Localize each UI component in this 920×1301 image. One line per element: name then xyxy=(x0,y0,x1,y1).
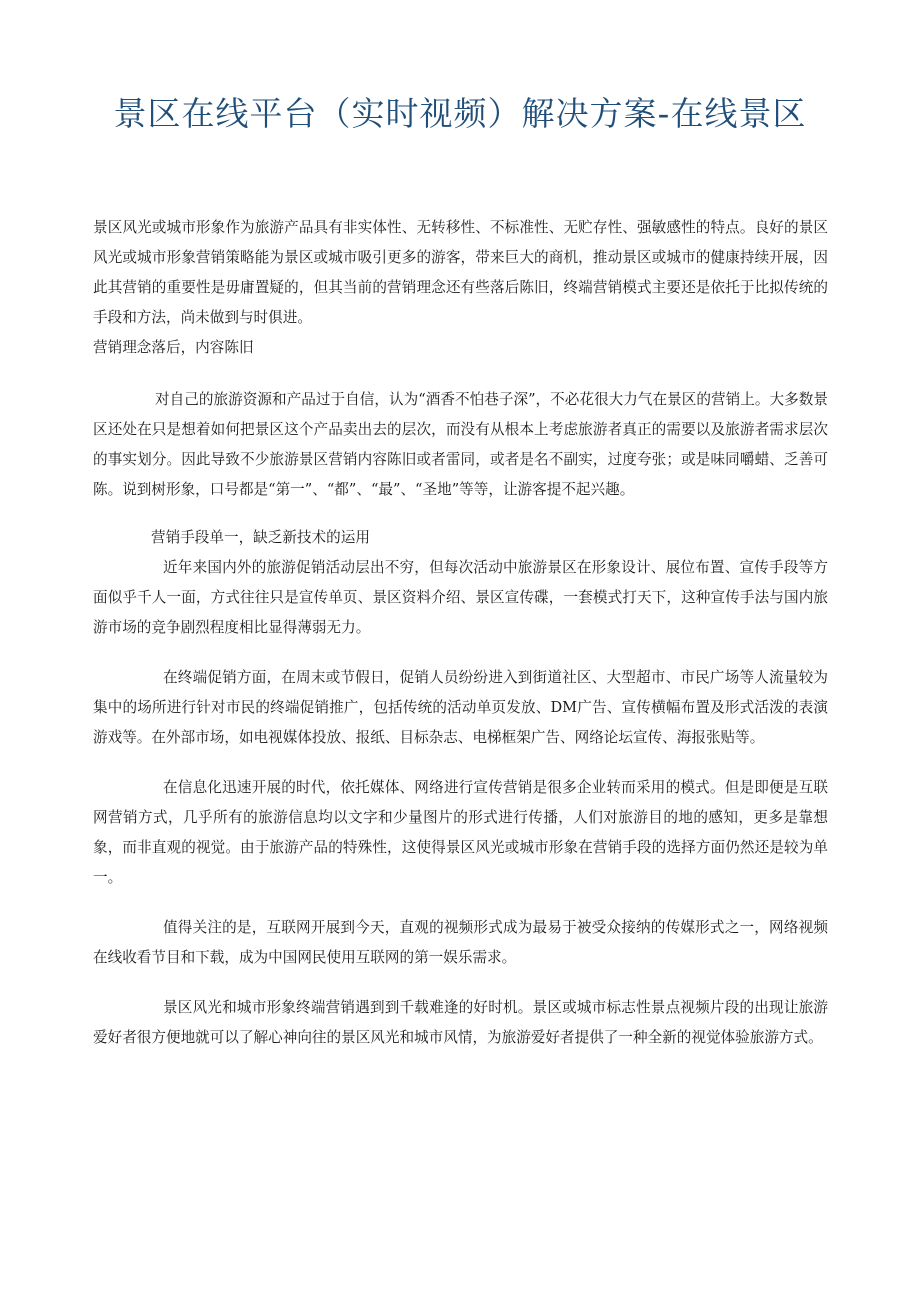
document-body xyxy=(93,213,828,1053)
section-heading-marketing-means: 营销手段单一，缺乏新技术的运用 xyxy=(151,529,370,546)
paragraph-opportunity: 景区风光和城市形象终端营销遇到到千载难逢的好时机。景区或城市标志性景点视频片段的出现让旅游爱好者很方便地就可以了解心神向往的景区风光和城市风情，为旅游爱好者提供了一种全新的视觉体验旅游方式。 xyxy=(93,999,828,1046)
paragraph-concept-body: 对自己的旅游资源和产品过于自信，认为“酒香不怕巷子深”，不必花很大力气在景区的营销上。大多数景区还处在只是想着如何把景区这个产品卖出去的层次，而没有从根本上考虑旅游者真正的需要以及旅游者需求层次的事实划分。因此导致不少旅游景区营销内容陈旧或者雷同，或者是名不副实，过度夸张；或是味同嚼蜡、乏善可陈。说到树形象，口号都是“第一”、“都”、“最”、“圣地”等等，让游客提不起兴趣。 xyxy=(93,391,828,498)
paragraph-internet-video: 值得关注的是，互联网开展到今天，直观的视频形式成为最易于被受众接纳的传媒形式之一，网络视频在线收看节目和下载，成为中国网民使用互联网的第一娱乐需求。 xyxy=(93,919,828,966)
paragraph-terminal-promotion: 在终端促销方面，在周末或节假日，促销人员纷纷进入到街道社区、大型超市、市民广场等人流量较为集中的场所进行针对市民的终端促销推广，包括传统的活动单页发放、DM广告、宣传横幅布置及形式活泼的表演游戏等。在外部市场，如电视媒体投放、报纸、目标杂志、电梯框架广告、网络论坛宣传、海报张贴等。 xyxy=(93,669,828,746)
paragraph-promotion: 近年来国内外的旅游促销活动层出不穷，但每次活动中旅游景区在形象设计、展位布置、宣传手段等方面似乎千人一面，方式往往只是宣传单页、景区资料介绍、景区宣传碟，一套模式打天下，这种宣传手法与国内旅游市场的竞争剧烈程度相比显得薄弱无力。 xyxy=(93,559,828,636)
document-title: 景区在线平台（实时视频）解决方案-在线景区 xyxy=(113,94,807,133)
paragraph-intro: 景区风光或城市形象作为旅游产品具有非实体性、无转移性、不标准性、无贮存性、强敏感性的特点。良好的景区风光或城市形象营销策略能为景区或城市吸引更多的游客，带来巨大的商机，推动景区或城市的健康持续开展，因此其营销的重要性是毋庸置疑的，但其当前的营销理念还有些落后陈旧，终端营销模式主要还是依托于比拟传统的手段和方法，尚未做到与时俱进。 xyxy=(93,219,828,326)
paragraph-informatization: 在信息化迅速开展的时代，依托媒体、网络进行宣传营销是很多企业转而采用的模式。但是即便是互联网营销方式，几乎所有的旅游信息均以文字和少量图片的形式进行传播，人们对旅游目的地的感知，更多是靠想象，而非直观的视觉。由于旅游产品的特殊性，这使得景区风光或城市形象在营销手段的选择方面仍然还是较为单一。 xyxy=(93,779,828,886)
paragraph-subheading-concept: 营销理念落后，内容陈旧 xyxy=(93,339,254,356)
